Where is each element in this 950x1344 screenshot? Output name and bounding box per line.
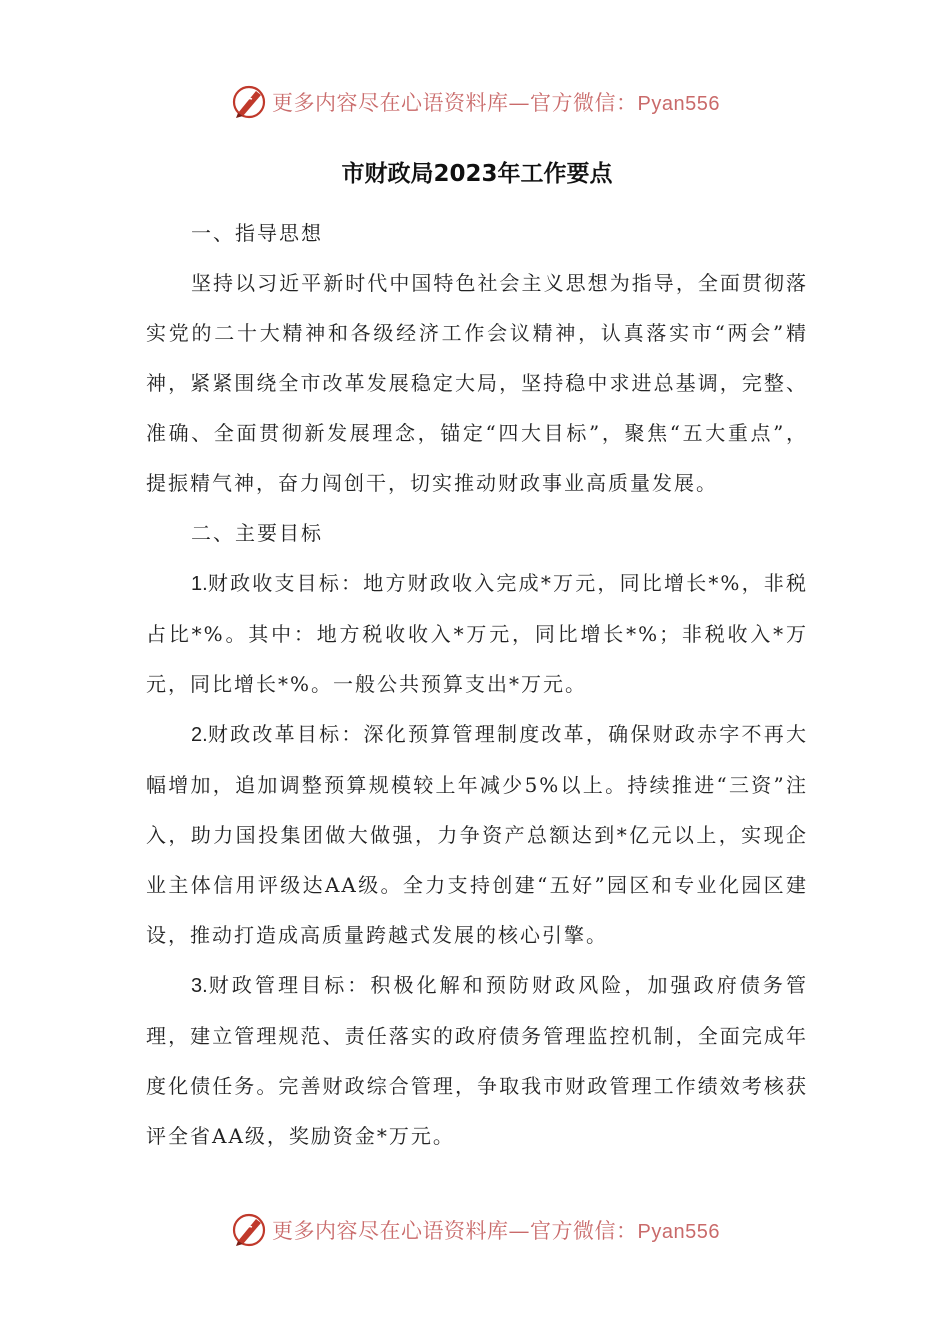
document-title: 市财政局2023年工作要点 <box>341 161 613 187</box>
banner-slogan: 更多内容尽在心语资料库—官方微信： <box>272 91 638 115</box>
goal-number: 2. <box>191 724 208 746</box>
goal-text: 财政管理目标：积极化解和预防财政风险，加强政府债务管理，建立管理规范、责任落实的政府债务管理监控机制，全面完成年度化债任务。完善财政综合管理，争取我市财政管理工作绩效考核获评全省AA级，奖励资金*万元。 <box>146 973 808 1148</box>
pen-logo-icon <box>230 83 268 121</box>
goal-paragraph-3 <box>146 960 808 1161</box>
goal-number: 3. <box>191 975 208 997</box>
wechat-id: Pyan556 <box>637 93 720 115</box>
document-body <box>146 150 808 1161</box>
section1-heading: 一、指导思想 <box>191 221 323 245</box>
pen-logo-icon <box>230 1211 268 1249</box>
banner-slogan: 更多内容尽在心语资料库—官方微信： <box>272 1219 638 1243</box>
goal-paragraph-2 <box>146 709 808 960</box>
goal-text: 财政改革目标：深化预算管理制度改革，确保财政赤字不再大幅增加，追加调整预算规模较上年减少5%以上。持续推进“三资”注入，助力国投集团做大做强，力争资产总额达到*亿元以上，实现企业主体信用评级达AA级。全力支持创建“五好”园区和专业化园区建设，推动打造成高质量跨越式发展的核心引擎。 <box>146 722 808 947</box>
goal-number: 1. <box>191 573 208 595</box>
goal-text: 财政收支目标：地方财政收入完成*万元，同比增长*%，非税占比*%。其中：地方税收收入*万元，同比增长*%；非税收入*万元，同比增长*%。一般公共预算支出*万元。 <box>146 571 808 696</box>
banner-text <box>272 1215 720 1245</box>
banner-text <box>272 87 720 117</box>
section1-paragraph: 坚持以习近平新时代中国特色社会主义思想为指导，全面贯彻落实党的二十大精神和各级经济工作会议精神，认真落实市“两会”精神，紧紧围绕全市改革发展稳定大局，坚持稳中求进总基调，完整、准确、全面贯彻新发展理念，锚定“四大目标”，聚焦“五大重点”，提振精气神，奋力闯创干，切实推动财政事业高质量发展。 <box>146 271 808 495</box>
wechat-id: Pyan556 <box>637 1221 720 1243</box>
header-banner <box>0 80 950 124</box>
footer-banner <box>0 1208 950 1252</box>
section2-heading: 二、主要目标 <box>191 521 323 545</box>
goal-paragraph-1 <box>146 558 808 709</box>
